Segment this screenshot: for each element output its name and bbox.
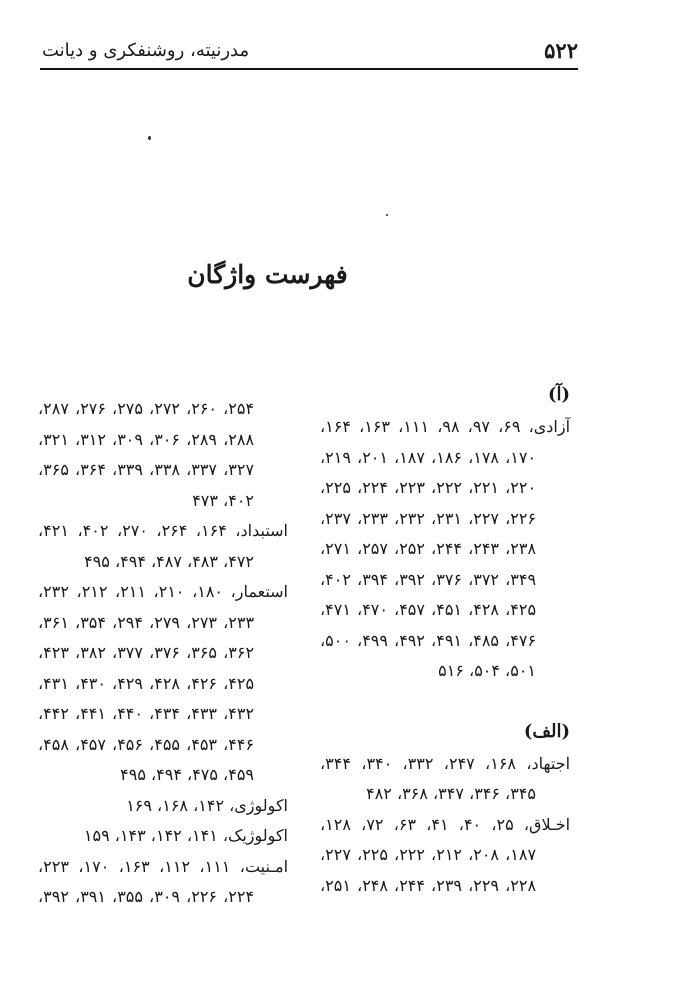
index-column-right	[320, 378, 570, 901]
index-entry-line: امـنیت، ۱۱۱، ۱۱۲، ۱۶۳، ۱۷۰، ۲۲۳،	[38, 856, 289, 876]
index-entry-line: ۴۴۶، ۴۵۳، ۴۵۵، ۴۵۶، ۴۵۷، ۴۵۸،	[38, 734, 255, 754]
scan-speck	[148, 136, 151, 140]
index-entry-line: ۳۲۷، ۳۳۷، ۳۳۸، ۳۳۹، ۳۶۴، ۳۶۵،	[38, 460, 255, 479]
index-entry-line: ۵۰۱، ۵۰۴، ۵۱۶	[438, 661, 536, 680]
running-title: مدرنیته، روشنفکری و دیانت	[42, 40, 250, 61]
index-entry-line: ۴۲۵، ۴۲۸، ۴۵۱، ۴۵۷، ۴۷۰، ۴۷۱،	[320, 600, 537, 619]
index-entry-line: ۲۳۸، ۲۴۳، ۲۴۴، ۲۵۲، ۲۵۷، ۲۷۱،	[320, 539, 537, 558]
section-letter: (آ)	[547, 384, 570, 405]
index-entry-line: ۲۲۶، ۲۲۷، ۲۳۱، ۲۳۲، ۲۳۳، ۲۳۷،	[320, 508, 537, 528]
index-entry-line: ۲۸۸، ۲۸۹، ۳۰۶، ۳۰۹، ۳۱۲، ۳۲۱،	[38, 429, 255, 449]
index-entry-line: ۴۰۲، ۴۷۳	[192, 490, 254, 510]
section-letter: (الف)	[523, 720, 570, 742]
index-entry-line: ۲۲۰، ۲۲۱، ۲۲۲، ۲۲۳، ۲۲۴، ۲۲۵،	[320, 478, 537, 497]
index-entry-line: ۱۷۰، ۱۷۸، ۱۸۶، ۱۸۷، ۲۰۱، ۲۱۹،	[320, 447, 537, 467]
index-entry-line: ۴۷۲، ۴۸۳، ۴۸۷، ۴۹۴، ۴۹۵	[84, 551, 254, 571]
index-column-left	[38, 394, 288, 913]
index-entry-line: ۴۲۵، ۴۲۶، ۴۲۸، ۴۲۹، ۴۳۰، ۴۳۱،	[38, 673, 255, 693]
page-title: فهرست واژگان	[187, 260, 348, 289]
index-entry-line: ۴۷۶، ۴۸۵، ۴۹۱، ۴۹۲، ۴۹۹، ۵۰۰،	[320, 630, 537, 650]
index-entry-line: ۴۳۲، ۴۳۳، ۴۳۴، ۴۴۰، ۴۴۱، ۴۴۲،	[38, 704, 255, 723]
index-entry-line: ۱۸۷، ۲۰۸، ۲۱۲، ۲۲۲، ۲۲۵، ۲۲۷،	[320, 845, 537, 864]
index-entry-line: اکولوژیک، ۱۴۱، ۱۴۲، ۱۴۳، ۱۵۹	[83, 826, 288, 845]
index-entry-line: اخـلاق، ۲۵، ۴۰، ۴۱، ۶۳، ۷۲، ۱۲۸،	[320, 814, 571, 834]
index-entry-line: ۳۴۵، ۳۴۶، ۳۴۷، ۳۶۸، ۴۸۲	[366, 784, 536, 803]
scan-speck	[386, 214, 388, 216]
page-number: ۵۲۲	[544, 38, 578, 63]
running-header	[42, 36, 578, 70]
index-entry-line: استبداد، ۱۶۴، ۲۶۴، ۲۷۰، ۴۰۲، ۴۲۱،	[38, 521, 288, 540]
index-entry-line: ۲۳۳، ۲۷۳، ۲۷۹، ۲۹۴، ۳۵۴، ۳۶۱،	[38, 612, 255, 632]
index-entry-line: اجتهاد، ۱۶۸، ۲۴۷، ۳۳۲، ۳۴۰، ۳۴۴،	[320, 753, 571, 773]
index-entry-line: آزادی، ۶۹، ۹۷، ۹۸، ۱۱۱، ۱۶۳، ۱۶۴،	[320, 417, 571, 436]
index-entry-line: ۲۲۸، ۲۲۹، ۲۳۹، ۲۴۴، ۲۴۸، ۲۵۱،	[320, 875, 537, 895]
header-rule	[40, 68, 578, 70]
index-entry-line: ۲۵۴، ۲۶۰، ۲۷۲، ۲۷۵، ۲۷۶، ۲۸۷،	[38, 399, 255, 418]
index-entry-line: ۲۲۴، ۲۲۶، ۳۰۹، ۳۵۵، ۳۹۱، ۳۹۲،	[38, 887, 255, 906]
index-entry-line: ۴۵۹، ۴۷۵، ۴۹۴، ۴۹۵	[120, 765, 254, 784]
index-entry-line: ۳۶۲، ۳۶۵، ۳۷۶، ۳۷۷، ۳۸۲، ۴۲۳،	[38, 643, 255, 662]
index-entry-line: استعمار، ۱۸۰، ۲۱۰، ۲۱۱، ۲۱۲، ۲۳۲،	[38, 582, 288, 601]
index-entry-line: ۳۴۹، ۳۷۲، ۳۷۶، ۳۹۲، ۳۹۴، ۴۰۲،	[320, 569, 537, 589]
index-entry-line: اکولوژی، ۱۴۲، ۱۶۸، ۱۶۹	[126, 795, 288, 815]
section-gap	[320, 687, 570, 715]
